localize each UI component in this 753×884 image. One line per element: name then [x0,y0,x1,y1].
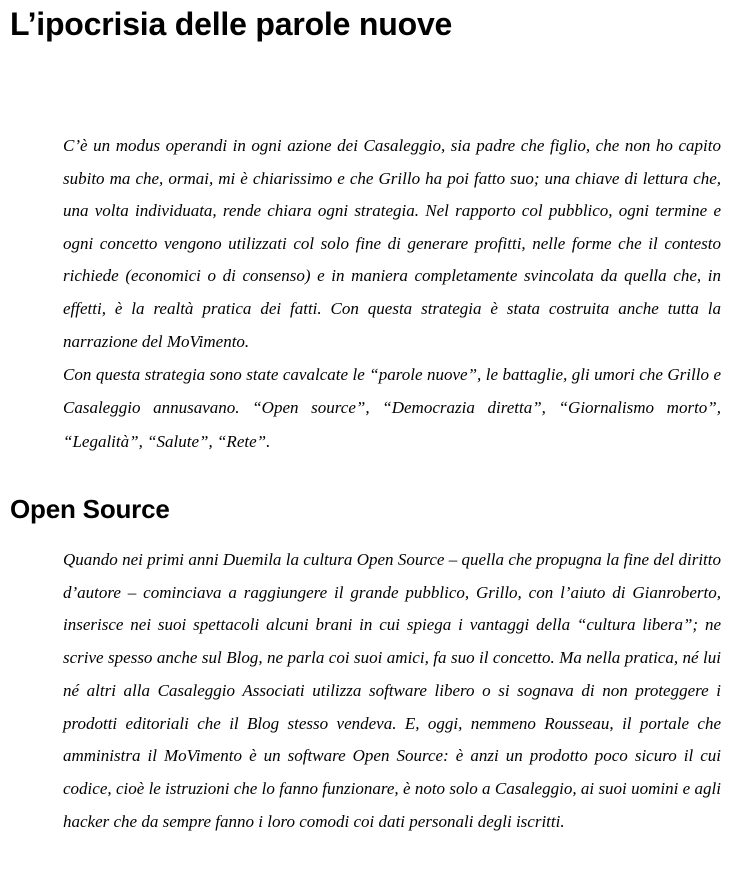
document-title: L’ipocrisia delle parole nuove [10,6,453,42]
intro-paragraph-2: Con questa strategia sono state cavalcate le “parole nuove”, le battaglie, gli umori che Grillo e Casaleggio annusavano. “Open source”, “Democrazia diretta”, “Giornalismo morto”, “Legalità”, “Salute”, “Rete”. [63,365,721,451]
intro-paragraph-1: C’è un modus operandi in ogni azione dei Casaleggio, sia padre che figlio, che non ho capito subito ma che, ormai, mi è chiarissimo e che Grillo ha poi fatto suo; una chiave di lettura che, una volta individuata, rende chiara ogni strategia. Nel rapporto col pubblico, ogni termine e ogni concetto vengono utilizzati col solo fine di generare profitti, nelle forme che il contesto richiede (economici o di consenso) e in maniera completamente svincolata da quella che, in effetti, è la realtà pratica dei fatti. Con questa strategia è stata costruita anche tutta la narrazione del MoVimento. [63,136,721,351]
section-heading-open-source: Open Source [10,494,170,524]
intro-section [63,130,721,458]
open-source-section [63,544,721,838]
open-source-paragraph: Quando nei primi anni Duemila la cultura Open Source – quella che propugna la fine del diritto d’autore – cominciava a raggiungere il grande pubblico, Grillo, con l’aiuto di Gianroberto, inserisce nei suoi spettacoli alcuni brani in cui spiega i vantaggi della “cultura libera”; ne scrive spesso anche sul Blog, ne parla coi suoi amici, fa suo il concetto. Ma nella pratica, né lui né altri alla Casaleggio Associati utilizza software libero o si sognava di non proteggere i prodotti editoriali che il Blog stesso vendeva. E, oggi, nemmeno Rousseau, il portale che amministra il MoVimento è un software Open Source: è anzi un prodotto poco sicuro il cui codice, cioè le istruzioni che lo fanno funzionare, è noto solo a Casaleggio, ai suoi uomini e agli hacker che da sempre fanno i loro comodi coi dati personali degli iscritti. [63,550,721,831]
